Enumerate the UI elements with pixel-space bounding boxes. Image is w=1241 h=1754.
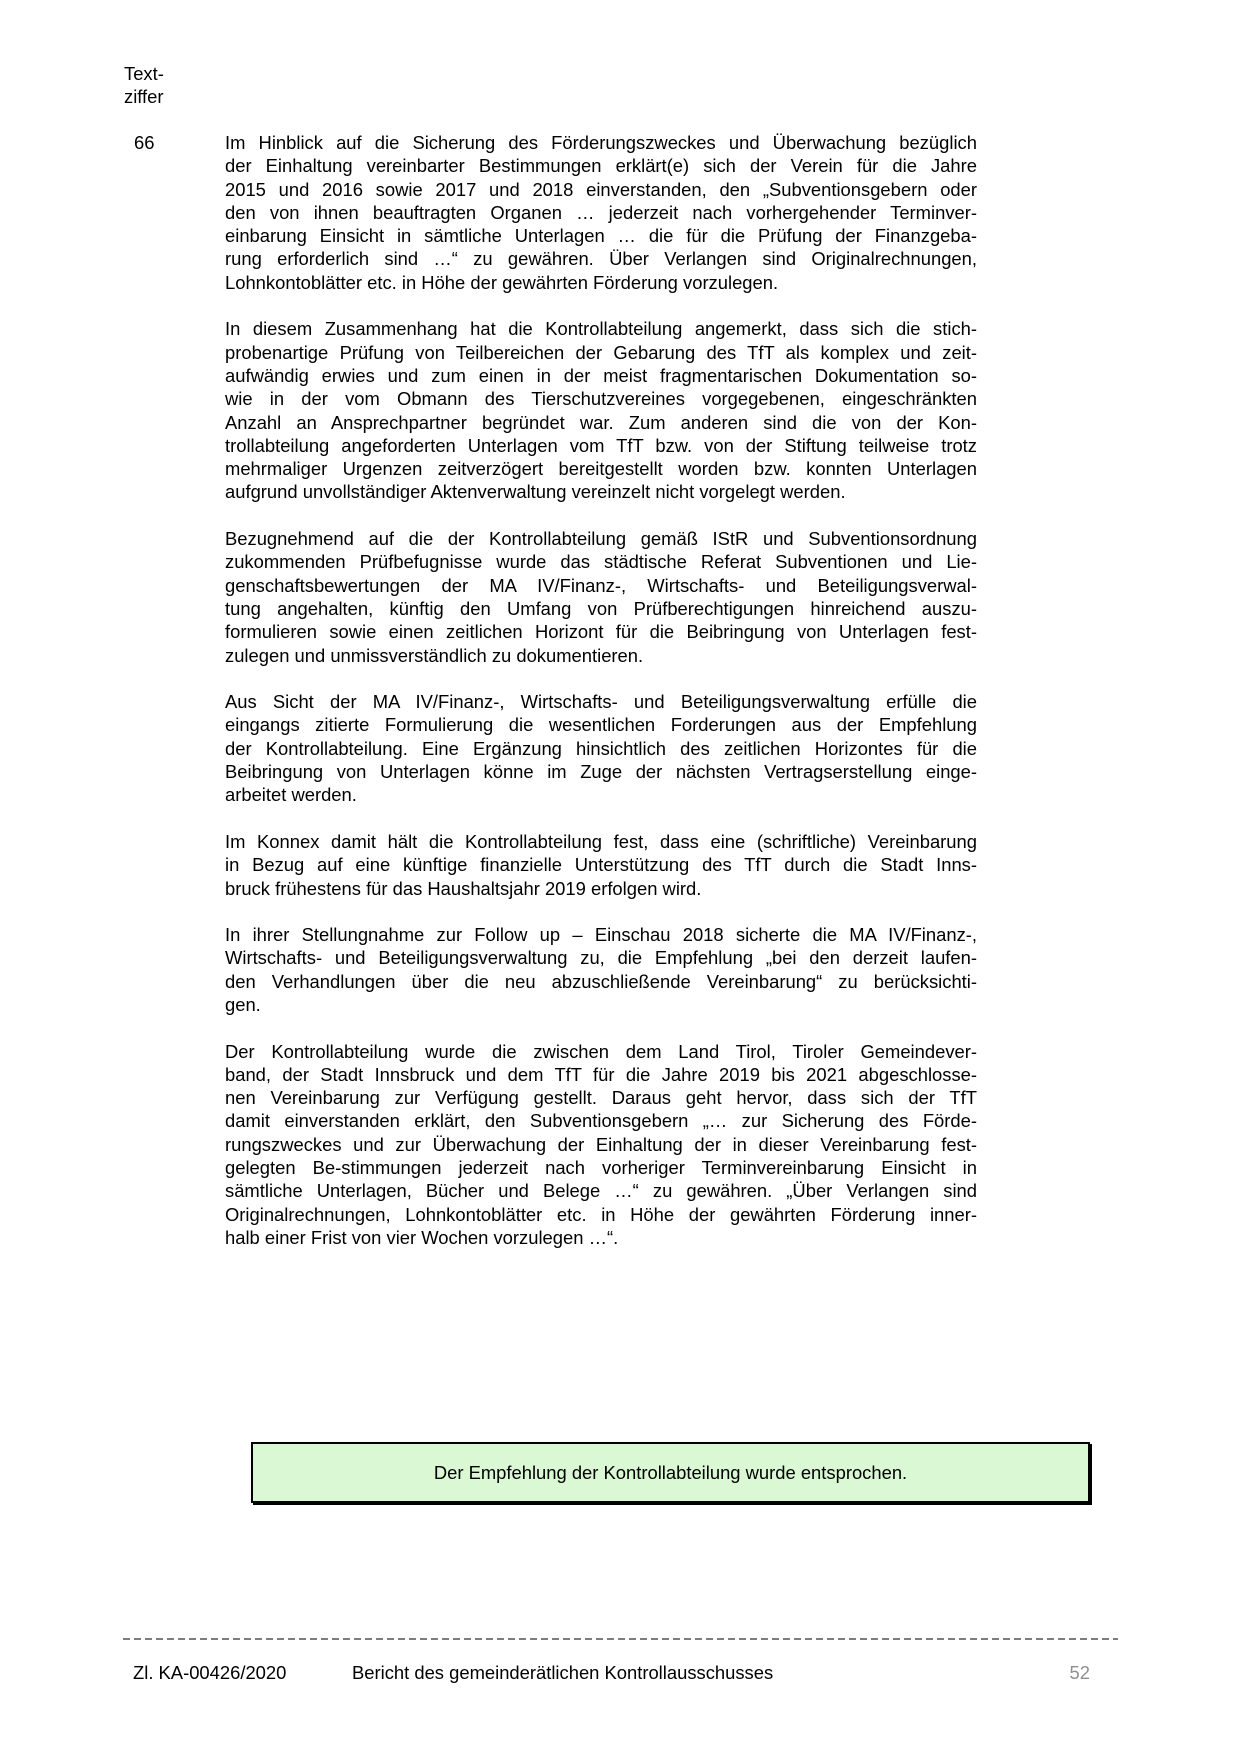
text-line: ziffer	[124, 86, 164, 108]
text-line: arbeitet werden.	[225, 784, 357, 806]
text-line: Bezugnehmend auf die der Kontrollabteilung gemäß IStR und Subventionsordnung	[225, 528, 977, 550]
text-line: Im Konnex damit hält die Kontrollabteilung fest, dass eine (schriftliche) Vereinbarung	[225, 830, 977, 852]
text-line: der Einhaltung vereinbarter Bestimmungen erklärt(e) sich der Verein für die Jahre	[225, 155, 977, 177]
paragraph-7	[225, 1040, 977, 1250]
text-line: einbarung Einsicht in sämtliche Unterlagen … die für die Prüfung der Finanzgeba-	[225, 225, 977, 247]
text-line: aufgrund unvollständiger Aktenverwaltung vereinzelt nicht vorgelegt werden.	[225, 481, 846, 503]
text-line: In ihrer Stellungnahme zur Follow up – Einschau 2018 sicherte die MA IV/Finanz-,	[225, 924, 977, 946]
text-line: Im Hinblick auf die Sicherung des Förderungszweckes und Überwachung bezüglich	[225, 132, 977, 153]
paragraph-6	[225, 923, 977, 1016]
text-line: wie in der vom Obmann des Tierschutzvereines vorgegebenen, eingeschränkten	[225, 388, 977, 410]
text-line: in Bezug auf eine künftige finanzielle Unterstützung des TfT durch die Stadt Inns-	[225, 854, 977, 876]
recommendation-box-text: Der Empfehlung der Kontrollabteilung wurde entsprochen.	[433, 1461, 908, 1483]
text-line: rungszweckes und zur Überwachung der Einhaltung der in dieser Vereinbarung fest-	[225, 1133, 977, 1155]
paragraph-3	[225, 527, 977, 667]
text-line: eingangs zitierte Formulierung die wesentlichen Forderungen aus der Empfehlung	[225, 714, 977, 736]
paragraph-1	[225, 131, 977, 294]
text-line: Lohnkontoblätter etc. in Höhe der gewährten Förderung vorzulegen.	[225, 271, 779, 293]
text-line: Wirtschafts- und Beteiligungsverwaltung zu, die Empfehlung „bei den derzeit laufen-	[225, 947, 977, 969]
text-line: den von ihnen beauftragten Organen … jederzeit nach vorhergehender Terminver-	[225, 201, 977, 223]
text-line: In diesem Zusammenhang hat die Kontrollabteilung angemerkt, dass sich die stich-	[225, 318, 977, 340]
text-line: gen.	[225, 993, 261, 1015]
text-line: probenartige Prüfung von Teilbereichen der Gebarung des TfT als komplex und zeit-	[225, 341, 977, 363]
text-line: Der Kontrollabteilung wurde die zwischen dem Land Tirol, Tiroler Gemeindever-	[225, 1040, 977, 1062]
text-line: nen Vereinbarung zur Verfügung gestellt. Daraus geht hervor, dass sich der TfT	[225, 1087, 977, 1109]
footer-divider	[123, 1638, 1118, 1640]
text-line: aufwändig erwies und zum einen in der meist fragmentarischen Dokumentation so-	[225, 364, 977, 386]
text-line: zukommenden Prüfbefugnisse wurde das städtische Referat Subventionen und Lie-	[225, 551, 977, 573]
margin-column-header	[124, 62, 164, 109]
text-line: gelegten Be-stimmungen jederzeit nach vorheriger Terminvereinbarung Einsicht in	[225, 1157, 977, 1179]
text-line: zulegen und unmissverständlich zu dokumentieren.	[225, 644, 644, 666]
text-line: genschaftsbewertungen der MA IV/Finanz-, Wirtschafts- und Beteiligungsverwal-	[225, 574, 977, 596]
text-line: 2015 und 2016 sowie 2017 und 2018 einverstanden, den „Subventionsgebern oder	[225, 178, 977, 200]
page-number: 52	[1069, 1662, 1090, 1683]
footer-title: Bericht des gemeinderätlichen Kontrollausschusses	[352, 1662, 774, 1683]
text-line: Anzahl an Ansprechpartner begründet war. Zum anderen sind die von der Kon-	[225, 411, 977, 433]
text-line: bruck frühestens für das Haushaltsjahr 2019 erfolgen wird.	[225, 877, 702, 899]
text-line: rung erforderlich sind …“ zu gewähren. Über Verlangen sind Originalrechnungen,	[225, 248, 977, 270]
paragraph-4	[225, 690, 977, 806]
paragraph-2	[225, 317, 977, 503]
text-line: trollabteilung angeforderten Unterlagen vom TfT bzw. von der Stiftung teilweise trotz	[225, 434, 977, 456]
text-line: Aus Sicht der MA IV/Finanz-, Wirtschafts- und Beteiligungsverwaltung erfülle die	[225, 691, 977, 713]
textziffer-number: 66	[134, 132, 155, 153]
body-text	[225, 131, 977, 1249]
text-line: tung angehalten, künftig den Umfang von Prüfberechtigungen hinreichend auszu-	[225, 597, 977, 619]
text-line: der Kontrollabteilung. Eine Ergänzung hinsichtlich des zeitlichen Horizontes für die	[225, 737, 977, 759]
text-line: sämtliche Unterlagen, Bücher und Belege …“ zu gewähren. „Über Verlangen sind	[225, 1180, 977, 1202]
paragraph-5	[225, 830, 977, 900]
recommendation-box	[251, 1442, 1090, 1503]
text-line: den Verhandlungen über die neu abzuschließende Vereinbarung“ zu berücksichti-	[225, 970, 977, 992]
footer-reference: Zl. KA-00426/2020	[133, 1662, 287, 1683]
text-line: halb einer Frist von vier Wochen vorzulegen …“.	[225, 1226, 619, 1248]
text-line: mehrmaliger Urgenzen zeitverzögert bereitgestellt worden bzw. konnten Unterlagen	[225, 458, 977, 480]
text-line: Originalrechnungen, Lohnkontoblätter etc. in Höhe der gewährten Förderung inner-	[225, 1203, 977, 1225]
text-line: damit einverstanden erklärt, den Subventionsgebern „… zur Sicherung des Förde-	[225, 1110, 977, 1132]
text-line: band, der Stadt Innsbruck und dem TfT für die Jahre 2019 bis 2021 abgeschlosse-	[225, 1063, 977, 1085]
text-line: Text-	[124, 63, 164, 84]
text-line: Beibringung von Unterlagen könne im Zuge der nächsten Vertragserstellung einge-	[225, 761, 977, 783]
text-line: formulieren sowie einen zeitlichen Horizont für die Beibringung von Unterlagen fest-	[225, 621, 977, 643]
